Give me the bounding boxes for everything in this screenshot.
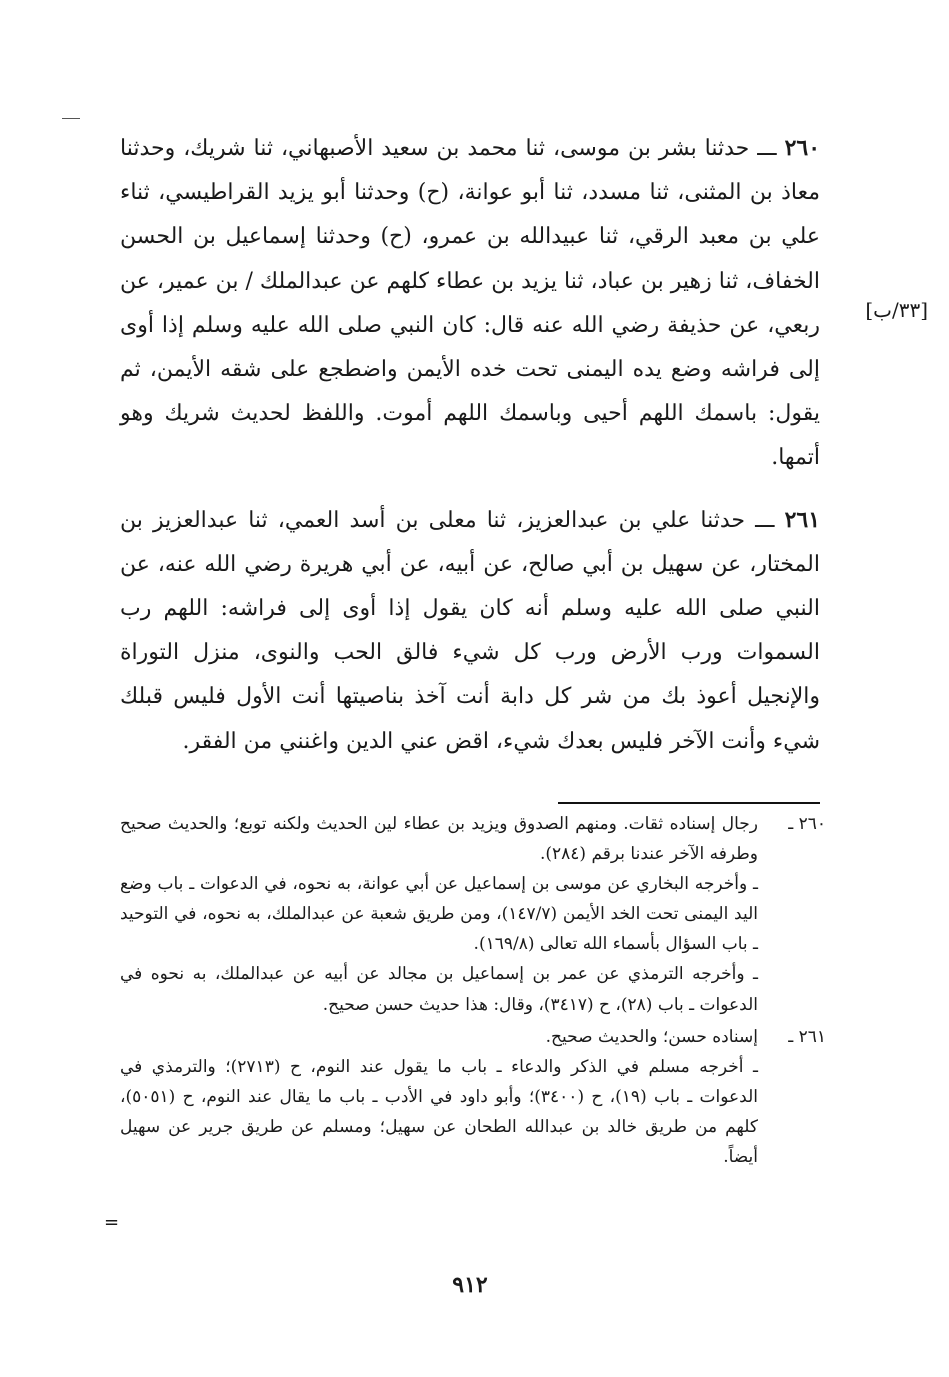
- hadith-261-text: حدثنا علي بن عبدالعزيز، ثنا معلى بن أسد العمي، ثنا عبدالعزيز بن المختار، عن سهيل بن أبي صالح، عن أبيه، عن أبي هريرة رضي الله عنه، عن النبي صلى الله عليه وسلم أنه كان يقول إذا أوى إلى فراشه: اللهم رب السموات ورب الأرض ورب كل شيء فالق الحب والنوى، منزل التوراة والإنجيل أعوذ بك من شر كل دابة أنت آخذ بناصيتها أنت الأول فليس قبلك شيء وأنت الآخر فليس بعدك شيء، اقض عني الدين واغنني من الفقر.: [120, 507, 820, 754]
- hadith-261-dash: ـــ: [745, 507, 785, 533]
- hadith-260-text: حدثنا بشر بن موسى، ثنا محمد بن سعيد الأصبهاني، ثنا شريك، وحدثنا معاذ بن المثنى، ثنا مسدد، ثنا أبو عوانة، (ح) وحدثنا أبو يزيد القراطيسي، ثناء علي بن معبد الرقي، ثنا عبيدالله بن عمرو، (ح) وحدثنا إسماعيل بن الحسن الخفاف، ثنا زهير بن عباد، ثنا يزيد بن عطاء كلهم عن عبدالملك / بن عمير، عن ربعي، عن حذيفة رضي الله عنه قال: كان النبي صلى الله عليه وسلم إذا أوى إلى فراشه وضع يده اليمنى تحت خده الأيمن واضطجع على شقه الأيمن، ثم يقول: باسمك اللهم أحيى وباسمك اللهم أموت. واللفظ لحديث شريك وهو أتمها.: [120, 136, 820, 471]
- hadith-260-number: ٢٦٠: [784, 135, 821, 161]
- continuation-mark: =: [104, 1212, 120, 1233]
- footnote-260-line: رجال إسناده ثقات. ومنهم الصدوق ويزيد بن عطاء لين الحديث ولكنه توبع؛ والحديث صحيح وطرفه الآخر عندنا برقم (٢٨٤).: [120, 814, 758, 865]
- hadith-260-paragraph: [120, 126, 820, 481]
- page-number: ٩١٢: [452, 1272, 488, 1298]
- footnote-261-body: [120, 1022, 758, 1172]
- main-text: [120, 126, 820, 764]
- margin-tick: [62, 118, 80, 119]
- footnote-260-body: [120, 809, 758, 1020]
- footnote-261-line: ـ أخرجه مسلم في الذكر والدعاء ـ باب ما يقول عند النوم، ح (٢٧١٣)؛ والترمذي في الدعوات ـ باب (١٩)، ح (٣٤٠٠)؛ وأبو داود في الأدب ـ باب ما يقال عند النوم، ح (٥٠٥١)، كلهم من طريق خالد بن عبدالله الطحان عن سهيل؛ ومسلم عن طريق جرير عن سهيل أيضاً.: [120, 1056, 758, 1168]
- hadith-261-paragraph: [120, 498, 820, 764]
- footnote-separator: [558, 802, 820, 804]
- footnote-260: [120, 809, 826, 1020]
- footnote-260-line: ـ وأخرجه البخاري عن موسى بن إسماعيل عن أبي عوانة، به نحوه، في الدعوات ـ باب وضع اليد اليمنى تحت الخد الأيمن (١٤٧/٧)، ومن طريق شعبة عن عبدالملك، به نحوه، في التوحيد ـ باب السؤال بأسماء الله تعالى (١٦٩/٨).: [120, 874, 758, 955]
- footnotes: [120, 809, 826, 1172]
- hadith-261-number: ٢٦١: [784, 506, 821, 533]
- footnote-261-line: إسناده حسن؛ والحديث صحيح.: [545, 1026, 758, 1047]
- footnote-260-line: ـ وأخرجه الترمذي عن عمر بن إسماعيل بن مجالد عن أبيه عن عبدالملك، به نحوه في الدعوات ـ باب (٢٨)، ح (٣٤١٧)، وقال: هذا حديث حسن صحيح.: [120, 964, 758, 1015]
- footnote-260-number: ٢٦٠ ـ: [788, 814, 826, 834]
- manuscript-folio-reference: [٣٣/ب]: [865, 298, 928, 322]
- footnote-261-number: ٢٦١ ـ: [788, 1026, 826, 1047]
- hadith-260-dash: ـــ: [749, 136, 785, 161]
- footnote-261: [120, 1022, 826, 1172]
